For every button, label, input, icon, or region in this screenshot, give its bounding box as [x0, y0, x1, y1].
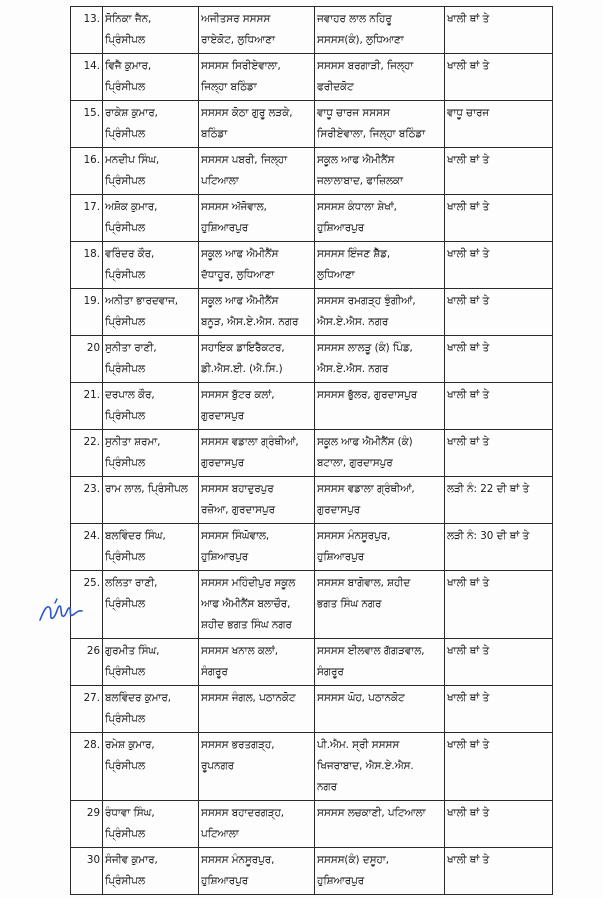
cell-text-line: ਸਸਸਸ ਭੁੱਲਰ, ਗੁਰਦਾਸਪੁਰ [317, 389, 418, 401]
cell-text-line: ਪ੍ਰਿੰਸੀਪਲ [105, 175, 145, 187]
serial-number-cell [71, 686, 103, 733]
signature-icon [38, 594, 84, 630]
serial-number-cell [71, 801, 103, 848]
table-row [71, 524, 553, 571]
serial-number-cell [71, 195, 103, 242]
cell-text-line: ਖਾਲੀ ਥਾਂ ਤੇ [447, 295, 490, 307]
cell-text-line: ਰੂਪਨਗਰ [201, 760, 235, 772]
cell-text-line: ਖਾਲੀ ਥਾਂ ਤੇ [447, 13, 490, 25]
cell-text-line: ਬਲਵਿੰਦਰ ਕੁਮਾਰ, [105, 692, 172, 704]
remarks-cell [445, 848, 553, 895]
cell-text-line: ਖਾਲੀ ਥਾਂ ਤੇ [447, 692, 490, 704]
cell-text-line: ਸੰਗਰੂਰ [317, 666, 344, 678]
official-name-cell [103, 148, 199, 195]
serial-number-cell [71, 54, 103, 101]
cell-text-line: ਸਸਸਸ ਬੁੱਟਰ ਕਲਾਂ, [201, 389, 275, 401]
cell-text-line: ਨਗਰ [317, 781, 337, 793]
cell-text-line: ਵਰਿੰਦਰ ਕੌਰ, [105, 248, 155, 260]
table-row [71, 101, 553, 148]
cell-text-line: ਪ੍ਰਿੰਸੀਪਲ [105, 598, 145, 610]
cell-text-line: ਸਸਸਸ ਸਿੰਘੋਵਾਲ, [201, 530, 270, 542]
serial-number-cell [71, 7, 103, 54]
cell-text-line: 20 [86, 342, 100, 354]
cell-text-line: ਸਸਸਸ ਬਰਗਾੜੀ, ਜਿਲ੍ਹਾ [317, 60, 414, 72]
cell-text-line: ਖਾਲੀ ਥਾਂ ਤੇ [447, 201, 490, 213]
cell-text-line: ਹੁਸ਼ਿਆਰਪੁਰ [317, 222, 365, 234]
cell-text-line: ਗੁਰਦਾਸਪੁਰ [317, 504, 361, 516]
serial-number-cell [71, 383, 103, 430]
official-name-cell [103, 524, 199, 571]
remarks-cell [445, 686, 553, 733]
remarks-cell [445, 101, 553, 148]
official-name-cell [103, 430, 199, 477]
cell-text-line: ਸਿਰੀਏਵਾਲਾ, ਜਿਲ੍ਹਾ ਬਠਿੰਡਾ [317, 128, 426, 140]
serial-number-cell [71, 101, 103, 148]
cell-text-line: ਲਲਿਤਾ ਰਾਣੀ, [105, 577, 158, 589]
table-row [71, 571, 553, 639]
remarks-cell [445, 477, 553, 524]
official-name-cell [103, 289, 199, 336]
official-name-cell [103, 336, 199, 383]
cell-text-line: ਸਹਾਇਕ ਡਾਇਰੈਕਟਰ, [201, 342, 285, 354]
remarks-cell [445, 54, 553, 101]
cell-text-line: ਖਾਲੀ ਥਾਂ ਤੇ [447, 154, 490, 166]
cell-text-line: 17. [83, 201, 100, 213]
current-posting-cell [199, 289, 315, 336]
cell-text-line: ਖਾਲੀ ਥਾਂ ਤੇ [447, 577, 490, 589]
remarks-cell [445, 733, 553, 801]
cell-text-line: 15. [83, 107, 100, 119]
cell-text-line: ਖਾਲੀ ਥਾਂ ਤੇ [447, 342, 490, 354]
cell-text-line: ਪ੍ਰਿੰਸੀਪਲ [105, 81, 145, 93]
cell-text-line: ਸਸਸਸ ਵਡਾਲਾ ਗ੍ਰੰਥੀਆਂ, [201, 436, 299, 448]
table-row [71, 148, 553, 195]
new-posting-cell [315, 101, 445, 148]
current-posting-cell [199, 195, 315, 242]
table-row [71, 54, 553, 101]
cell-text-line: ਲੁਧਿਆਣਾ [317, 269, 355, 281]
official-name-cell [103, 242, 199, 289]
new-posting-cell [315, 54, 445, 101]
cell-text-line: ਅਸ਼ੋਕ ਕੁਮਾਰ, [105, 201, 158, 213]
cell-text-line: ਬਨੂੜ, ਐਸ.ਏ.ਐਸ. ਨਗਰ [201, 316, 299, 328]
cell-text-line: ਸਸਸਸ ਬਾਗੋਵਾਲ, ਸ਼ਹੀਦ [317, 577, 411, 589]
cell-text-line: ਸ਼ਹੀਦ ਭਗਤ ਸਿੰਘ ਨਗਰ [201, 619, 292, 631]
current-posting-cell [199, 571, 315, 639]
current-posting-cell [199, 336, 315, 383]
cell-text-line: ਰਾਮ ਲਾਲ, ਪ੍ਰਿੰਸੀਪਲ [105, 483, 188, 495]
new-posting-cell [315, 524, 445, 571]
cell-text-line: ਸਸਸਸ ਖਨਾਲ ਕਲਾਂ, [201, 645, 279, 657]
new-posting-cell [315, 383, 445, 430]
cell-text-line: ਸਸਸਸ ਮੰਨਸੂਰਪੁਰ, [317, 530, 391, 542]
current-posting-cell [199, 848, 315, 895]
cell-text-line: ਖਾਲੀ ਥਾਂ ਤੇ [447, 645, 490, 657]
cell-text-line: ਸਸਸਸ ਲਾਲੜੂ (ਕੰ) ਪਿੰਡ, [317, 342, 413, 354]
current-posting-cell [199, 477, 315, 524]
cell-text-line: ਐਸ.ਏ.ਐਸ. ਨਗਰ [317, 363, 389, 375]
cell-text-line: ਡੀ.ਐਸ.ਈ. (ਐ.ਸਿ.) [201, 363, 283, 375]
current-posting-cell [199, 430, 315, 477]
current-posting-cell [199, 733, 315, 801]
table-row [71, 7, 553, 54]
cell-text-line: 26 [86, 645, 100, 657]
current-posting-cell [199, 7, 315, 54]
remarks-cell [445, 571, 553, 639]
table-row [71, 289, 553, 336]
serial-number-cell [71, 148, 103, 195]
table-row [71, 336, 553, 383]
cell-text-line: ਖਾਲੀ ਥਾਂ ਤੇ [447, 807, 490, 819]
cell-text-line: ਪਟਿਆਲਾ [201, 175, 239, 187]
cell-text-line: ਸਸਸਸ(ਕੰ) ਦਸੂਹਾ, [317, 854, 389, 866]
cell-text-line: 16. [83, 154, 100, 166]
new-posting-cell [315, 148, 445, 195]
cell-text-line: ਜਿਲ੍ਹਾ ਬਠਿੰਡਾ [201, 81, 257, 93]
official-name-cell [103, 101, 199, 148]
cell-text-line: 24. [83, 530, 100, 542]
remarks-cell [445, 383, 553, 430]
remarks-cell [445, 148, 553, 195]
cell-text-line: ਖਾਲੀ ਥਾਂ ਤੇ [447, 248, 490, 260]
cell-text-line: ਪ੍ਰਿੰਸੀਪਲ [105, 222, 145, 234]
cell-text-line: 23. [83, 483, 100, 495]
new-posting-cell [315, 7, 445, 54]
new-posting-cell [315, 430, 445, 477]
official-name-cell [103, 195, 199, 242]
cell-text-line: ਸਸਸਸ ਬਹਾਦਰਗੜ੍ਹ, [201, 807, 285, 819]
cell-text-line: 19. [83, 295, 100, 307]
transfer-table-body [71, 7, 553, 895]
cell-text-line: ਬਠਿੰਡਾ [201, 128, 228, 140]
cell-text-line: ਸੁਨੀਤਾ ਸ਼ਰਮਾ, [105, 436, 161, 448]
serial-number-cell [71, 848, 103, 895]
cell-text-line: ਸਕੂਲ ਆਫ ਐਮੀਨੈਂਸ [201, 295, 279, 307]
serial-number-cell [71, 289, 103, 336]
cell-text-line: ਪ੍ਰਿੰਸੀਪਲ [105, 457, 145, 469]
current-posting-cell [199, 54, 315, 101]
cell-text-line: ਆਫ ਐਮੀਨੈਂਸ ਬਲਾਚੌਰ, [201, 598, 291, 610]
current-posting-cell [199, 686, 315, 733]
cell-text-line: ਪ੍ਰਿੰਸੀਪਲ [105, 316, 145, 328]
remarks-cell [445, 524, 553, 571]
cell-text-line: ਸੁਨੀਤਾ ਰਾਣੀ, [105, 342, 157, 354]
table-row [71, 686, 553, 733]
cell-text-line: ਫਰੀਦਕੋਟ [317, 81, 354, 93]
remarks-cell [445, 242, 553, 289]
serial-number-cell [71, 430, 103, 477]
official-name-cell [103, 848, 199, 895]
cell-text-line: ਗੁਰਮੀਤ ਸਿੰਘ, [105, 645, 160, 657]
official-name-cell [103, 686, 199, 733]
table-row [71, 848, 553, 895]
cell-text-line: ਖਾਲੀ ਥਾਂ ਤੇ [447, 389, 490, 401]
official-name-cell [103, 383, 199, 430]
cell-text-line: ਬਲਵਿੰਦਰ ਸਿੰਘ, [105, 530, 166, 542]
remarks-cell [445, 336, 553, 383]
new-posting-cell [315, 195, 445, 242]
official-name-cell [103, 801, 199, 848]
cell-text-line: ਪ੍ਰਿੰਸੀਪਲ [105, 363, 145, 375]
official-name-cell [103, 733, 199, 801]
cell-text-line: ਗੁਰਦਾਸਪੁਰ [201, 457, 245, 469]
cell-text-line: ਖਾਲੀ ਥਾਂ ਤੇ [447, 60, 490, 72]
cell-text-line: ਰਜ਼ੋਆ, ਗੁਰਦਾਸਪੁਰ [201, 504, 276, 516]
table-row [71, 477, 553, 524]
cell-text-line: 29 [86, 807, 100, 819]
cell-text-line: ਸਸਸਸ ਪਬਰੀ, ਜਿਲ੍ਹਾ [201, 154, 288, 166]
cell-text-line: ਸੰਗਰੂਰ [201, 666, 228, 678]
cell-text-line: 30 [86, 854, 100, 866]
cell-text-line: ਸਸਸਸ ਈਲਵਾਲ ਗੱਗੜਵਾਲ, [317, 645, 425, 657]
cell-text-line: ਜਲਾਲਾਬਾਦ, ਫਾਜ਼ਿਲਕਾ [317, 175, 403, 187]
current-posting-cell [199, 242, 315, 289]
current-posting-cell [199, 639, 315, 686]
table-row [71, 195, 553, 242]
current-posting-cell [199, 801, 315, 848]
cell-text-line: ਪਟਿਆਲਾ [201, 828, 239, 840]
cell-text-line: ਸਸਸਸ ਮਹਿੰਦੀਪੁਰ ਸਕੂਲ [201, 577, 296, 589]
official-name-cell [103, 54, 199, 101]
cell-text-line: ਪ੍ਰਿੰਸੀਪਲ [105, 875, 145, 887]
current-posting-cell [199, 383, 315, 430]
cell-text-line: 18. [83, 248, 100, 260]
serial-number-cell [71, 242, 103, 289]
cell-text-line: ਰਮੇਸ਼ ਕੁਮਾਰ, [105, 739, 155, 751]
cell-text-line: ਸਸਸਸ ਅੱਜੋਵਾਲ, [201, 201, 267, 213]
cell-text-line: ਪ੍ਰਿੰਸੀਪਲ [105, 34, 145, 46]
cell-text-line: ਹੁਸ਼ਿਆਰਪੁਰ [317, 875, 365, 887]
new-posting-cell [315, 848, 445, 895]
cell-text-line: ਰਾਕੇਸ਼ ਕੁਮਾਰ, [105, 107, 158, 119]
cell-text-line: ਵਿਜੈ ਕੁਮਾਰ, [105, 60, 152, 72]
cell-text-line: ਪ੍ਰਿੰਸੀਪਲ [105, 666, 145, 678]
serial-number-cell [71, 639, 103, 686]
serial-number-cell [71, 524, 103, 571]
cell-text-line: ਅਨੀਤਾ ਭਾਰਦਵਾਜ, [105, 295, 179, 307]
cell-text-line: ਸਸਸਸ ਰਮਗੜ੍ਹ ਝੁੰਗੀਆਂ, [317, 295, 416, 307]
table-row [71, 639, 553, 686]
new-posting-cell [315, 336, 445, 383]
cell-text-line: 21. [83, 389, 100, 401]
cell-text-line: 27. [83, 692, 100, 704]
cell-text-line: ਪ੍ਰਿੰਸੀਪਲ [105, 828, 145, 840]
table-row [71, 383, 553, 430]
cell-text-line: ਹੁਸ਼ਿਆਰਪੁਰ [201, 551, 249, 563]
cell-text-line: ਖਾਲੀ ਥਾਂ ਤੇ [447, 739, 490, 751]
cell-text-line: ਪ੍ਰਿੰਸੀਪਲ [105, 410, 145, 422]
new-posting-cell [315, 289, 445, 336]
remarks-cell [445, 289, 553, 336]
cell-text-line: ਅਜੀਤਸਰ ਸਸਸਸ [201, 13, 271, 25]
new-posting-cell [315, 242, 445, 289]
remarks-cell [445, 639, 553, 686]
cell-text-line: ਐਸ.ਏ.ਐਸ. ਨਗਰ [317, 316, 389, 328]
cell-text-line: ਸਸਸਸ ਬਹਾਦੁਰਪੁਰ [201, 483, 274, 495]
cell-text-line: ਹੁਸ਼ਿਆਰਪੁਰ [317, 551, 365, 563]
cell-text-line: 14. [83, 60, 100, 72]
official-name-cell [103, 639, 199, 686]
cell-text-line: ਪ੍ਰਿੰਸੀਪਲ [105, 713, 145, 725]
new-posting-cell [315, 686, 445, 733]
remarks-cell [445, 7, 553, 54]
cell-text-line: ਪ੍ਰਿੰਸੀਪਲ [105, 760, 145, 772]
new-posting-cell [315, 477, 445, 524]
cell-text-line: ਬਟਾਲਾ, ਗੁਰਦਾਸਪੁਰ [317, 457, 393, 469]
cell-text-line: ਸਸਸਸ ਘੋਹ, ਪਠਾਨਕੋਟ [317, 692, 405, 704]
cell-text-line: ਸਸਸਸ ਇੰਜਣ ਸ਼ੈੱਡ, [317, 248, 391, 260]
cell-text-line: ਸਸਸਸ ਵਡਾਲਾ ਗ੍ਰੰਥੀਆਂ, [317, 483, 415, 495]
cell-text-line: 25. [83, 577, 100, 589]
cell-text-line: ਲੜੀ ਨੰ: 22 ਦੀ ਥਾਂ ਤੇ [447, 483, 530, 495]
cell-text-line: ਖਾਲੀ ਥਾਂ ਤੇ [447, 854, 490, 866]
table-row [71, 801, 553, 848]
official-name-cell [103, 7, 199, 54]
cell-text-line: ਰਾਏਕੋਟ, ਲੁਧਿਆਣਾ [201, 34, 275, 46]
table-row [71, 430, 553, 477]
cell-text-line: ਸਸਸਸ ਸਿਰੀਏਵਾਲਾ, [201, 60, 281, 72]
current-posting-cell [199, 101, 315, 148]
cell-text-line: ਵਾਧੂ ਚਾਰਜ [447, 107, 490, 119]
table-row [71, 242, 553, 289]
cell-text-line: ਸਸਸਸ ਮੰਨਸੂਰਪੁਰ, [201, 854, 275, 866]
cell-text-line: 13. [83, 13, 100, 25]
cell-text-line: ਜਵਾਹਰ ਲਾਲ ਨਹਿਰੂ [317, 13, 392, 25]
cell-text-line: 28. [83, 739, 100, 751]
table-row [71, 733, 553, 801]
new-posting-cell [315, 733, 445, 801]
cell-text-line: ਸਸਸਸ ਕੰਧਾਲਾ ਸ਼ੇਖਾਂ, [317, 201, 397, 213]
new-posting-cell [315, 571, 445, 639]
cell-text-line: ਗੁਰਦਾਸਪੁਰ [201, 410, 245, 422]
serial-number-cell [71, 336, 103, 383]
cell-text-line: ਵਾਧੂ ਚਾਰਜ ਸਸਸਸ [317, 107, 390, 119]
cell-text-line: ਮਨਦੀਪ ਸਿੰਘ, [105, 154, 160, 166]
cell-text-line: ਪ੍ਰਿੰਸੀਪਲ [105, 128, 145, 140]
cell-text-line: ਹੁਸ਼ਿਆਰਪੁਰ [201, 222, 249, 234]
remarks-cell [445, 195, 553, 242]
official-name-cell [103, 477, 199, 524]
transfer-table [70, 6, 553, 895]
cell-text-line: ਸਸਸਸ ਕੋਠਾ ਗੁਰੂ ਲੜਕੇ, [201, 107, 293, 119]
remarks-cell [445, 801, 553, 848]
cell-text-line: ਲੜੀ ਨੰ: 30 ਦੀ ਥਾਂ ਤੇ [447, 530, 530, 542]
cell-text-line: ਸੰਜੀਵ ਕੁਮਾਰ, [105, 854, 158, 866]
cell-text-line: ਸਕੂਲ ਆਫ ਐਮੀਨੈਂਸ [201, 248, 279, 260]
current-posting-cell [199, 524, 315, 571]
cell-text-line: ਪ੍ਰਿੰਸੀਪਲ [105, 269, 145, 281]
current-posting-cell [199, 148, 315, 195]
cell-text-line: 22. [83, 436, 100, 448]
cell-text-line: ਦਰਪਾਲ ਕੌਰ, [105, 389, 155, 401]
cell-text-line: ਸਸਸਸ(ਕੰ), ਲੁਧਿਆਣਾ [317, 34, 404, 46]
new-posting-cell [315, 639, 445, 686]
cell-text-line: ਖਾਲੀ ਥਾਂ ਤੇ [447, 436, 490, 448]
cell-text-line: ਸਸਸਸ ਭਰਤਗੜ੍ਹ, [201, 739, 275, 751]
cell-text-line: ਹੁਸ਼ਿਆਰਪੁਰ [201, 875, 249, 887]
cell-text-line: ਦੱਧਾਹੂਰ, ਲੁਧਿਆਣਾ [201, 269, 275, 281]
cell-text-line: ਖਿਜਰਾਬਾਦ, ਐਸ.ਏ.ਐਸ. [317, 760, 414, 772]
official-name-cell [103, 571, 199, 639]
remarks-cell [445, 430, 553, 477]
cell-text-line: ਸਸਸਸ ਜੰਗਲ, ਪਠਾਨਕੋਟ [201, 692, 296, 704]
cell-text-line: ਸੋਨਿਕਾ ਜੈਨ, [105, 13, 152, 25]
serial-number-cell [71, 477, 103, 524]
cell-text-line: ਸਕੂਲ ਆਫ ਐਮੀਨੈਂਸ [317, 154, 395, 166]
new-posting-cell [315, 801, 445, 848]
cell-text-line: ਸਸਸਸ ਲਚਕਾਣੀ, ਪਟਿਆਲਾ [317, 807, 426, 819]
serial-number-cell [71, 733, 103, 801]
cell-text-line: ਰੰਧਾਵਾ ਸਿੰਘ, [105, 807, 155, 819]
cell-text-line: ਪੀ.ਐਮ. ਸ੍ਰੀ ਸਸਸਸ [317, 739, 400, 751]
cell-text-line: ਪ੍ਰਿੰਸੀਪਲ [105, 551, 145, 563]
cell-text-line: ਸਕੂਲ ਆਫ ਐਮੀਨੈਂਸ (ਕੰ) [317, 436, 413, 448]
cell-text-line: ਭਗਤ ਸਿੰਘ ਨਗਰ [317, 598, 382, 610]
